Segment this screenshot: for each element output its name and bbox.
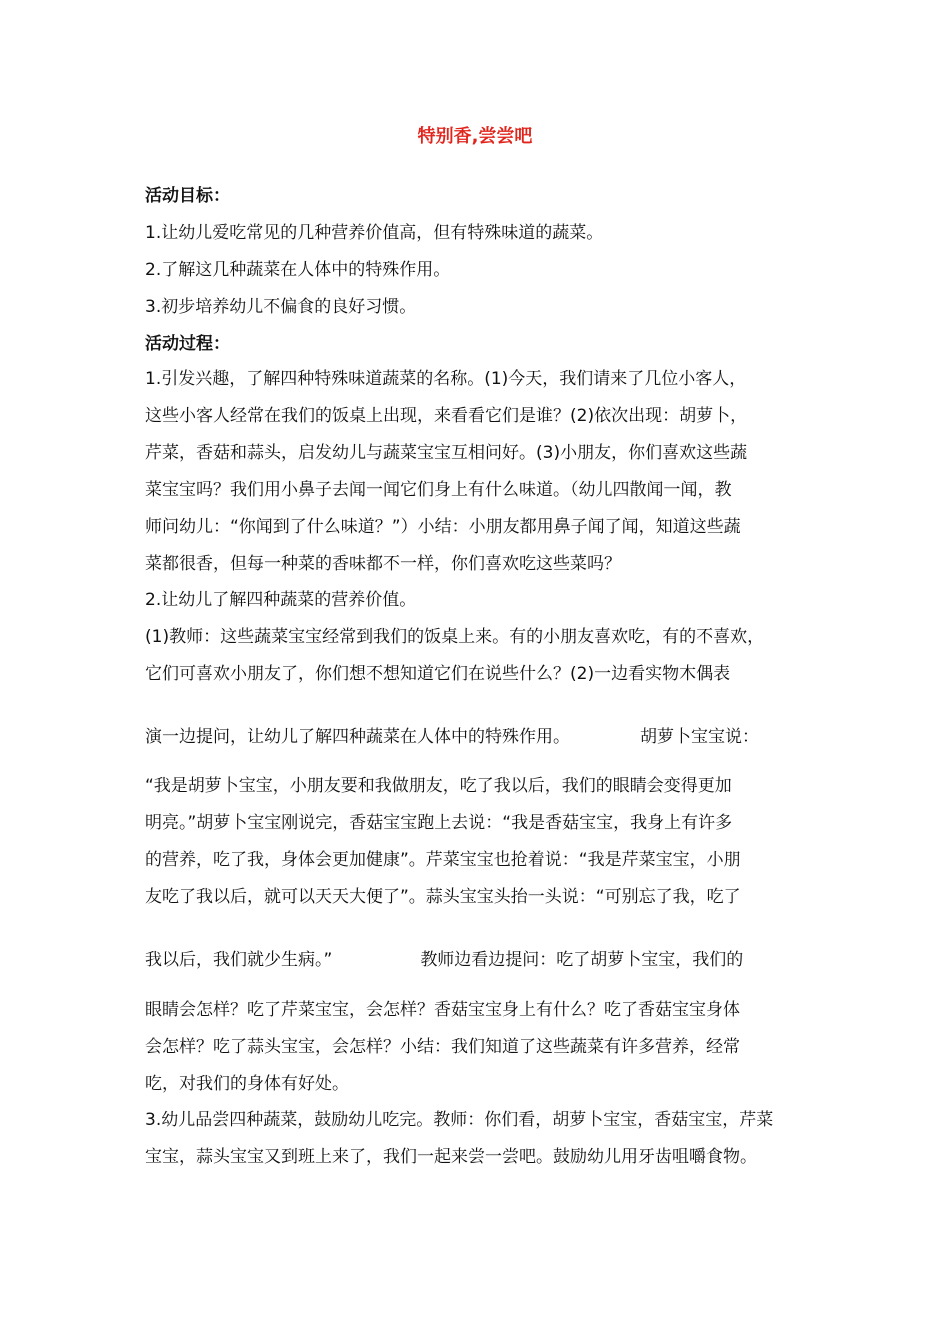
body-line: 友吃了我以后，就可以天天大便了”。蒜头宝宝头抬一头说：“可别忘了我，吃了 bbox=[145, 887, 741, 907]
goal-item: 2.了解这几种蔬菜在人体中的特殊作用。 bbox=[145, 260, 451, 280]
body-line: 会怎样？吃了蒜头宝宝，会怎样？小结：我们知道了这些蔬菜有许多营养，经常 bbox=[145, 1037, 740, 1057]
body-line: 菜都很香，但每一种菜的香味都不一样，你们喜欢吃这些菜吗？ bbox=[145, 554, 621, 574]
goals-heading: 活动目标： bbox=[145, 186, 230, 206]
body-line-segment: 教师边看边提问：吃了胡萝卜宝宝，我们的 bbox=[420, 950, 744, 970]
body-line: 它们可喜欢小朋友了，你们想不想知道它们在说些什么？(2)一边看实物木偶表 bbox=[145, 664, 731, 684]
body-line: 明亮。”胡萝卜宝宝刚说完，香菇宝宝跑上去说：“我是香菇宝宝，我身上有许多 bbox=[145, 813, 733, 833]
body-line: 的营养，吃了我，身体会更加健康”。芹菜宝宝也抢着说：“我是芹菜宝宝，小朋 bbox=[145, 850, 741, 870]
body-line: 菜宝宝吗？我们用小鼻子去闻一闻它们身上有什么味道。（幼儿四散闻一闻，教 bbox=[145, 480, 732, 500]
body-line: 这些小客人经常在我们的饭桌上出现，来看看它们是谁？(2)依次出现：胡萝卜， bbox=[145, 406, 748, 426]
document-title: 特别香,尝尝吧 bbox=[417, 126, 533, 147]
body-line: 2.让幼儿了解四种蔬菜的营养价值。 bbox=[145, 590, 417, 610]
goal-item: 1.让幼儿爱吃常见的几种营养价值高，但有特殊味道的蔬菜。 bbox=[145, 223, 604, 243]
body-line bbox=[145, 947, 825, 973]
body-line-segment: 胡萝卜宝宝说： bbox=[640, 727, 759, 747]
body-line: 眼睛会怎样？吃了芹菜宝宝，会怎样？香菇宝宝身上有什么？吃了香菇宝宝身体 bbox=[145, 1000, 740, 1020]
body-line: (1)教师：这些蔬菜宝宝经常到我们的饭桌上来。有的小朋友喜欢吃，有的不喜欢， bbox=[145, 627, 765, 647]
body-line: 1.引发兴趣，了解四种特殊味道蔬菜的名称。(1)今天，我们请来了几位小客人， bbox=[145, 369, 747, 389]
body-line: 3.幼儿品尝四种蔬菜，鼓励幼儿吃完。教师：你们看，胡萝卜宝宝，香菇宝宝，芹菜 bbox=[145, 1110, 774, 1130]
body-line: 吃，对我们的身体有好处。 bbox=[145, 1074, 349, 1094]
body-line: 芹菜，香菇和蒜头，启发幼儿与蔬菜宝宝互相问好。(3)小朋友，你们喜欢这些蔬 bbox=[145, 443, 748, 463]
process-heading: 活动过程： bbox=[145, 334, 230, 354]
body-line: 宝宝，蒜头宝宝又到班上来了，我们一起来尝一尝吧。鼓励幼儿用牙齿咀嚼食物。 bbox=[145, 1147, 757, 1167]
goal-item: 3.初步培养幼儿不偏食的良好习惯。 bbox=[145, 297, 417, 317]
body-line: “我是胡萝卜宝宝，小朋友要和我做朋友，吃了我以后，我们的眼睛会变得更加 bbox=[145, 776, 732, 796]
body-line-segment: 演一边提问，让幼儿了解四种蔬菜在人体中的特殊作用。 bbox=[145, 727, 570, 747]
body-line bbox=[145, 724, 825, 750]
body-line-segment: 我以后，我们就少生病。” bbox=[145, 950, 333, 970]
body-line: 师问幼儿：“你闻到了什么味道？”）小结：小朋友都用鼻子闻了闻，知道这些蔬 bbox=[145, 517, 741, 537]
